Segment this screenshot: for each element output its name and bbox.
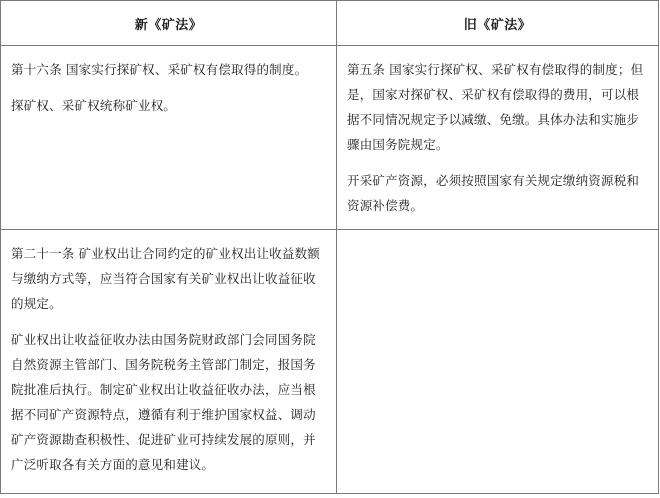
table-row (1, 46, 659, 230)
cell-old-law (337, 46, 659, 230)
table-row (1, 230, 659, 494)
paragraph: 第五条 国家实行探矿权、采矿权有偿取得的制度；但是，国家对探矿权、采矿权有偿取得的费用，可以根据不同情况规定予以减缴、免缴。具体办法和实施步骤由国务院规定。 (347, 62, 644, 152)
paragraph: 开采矿产资源，必须按照国家有关规定缴纳资源税和资源补偿费。 (347, 173, 640, 213)
cell-new-law (1, 230, 337, 494)
cell-old-law-empty (337, 230, 659, 494)
header-old-law: 旧《矿法》 (337, 1, 659, 46)
header-new-law: 新《矿法》 (1, 1, 337, 46)
paragraph: 矿业权出让收益征收办法由国务院财政部门会同国务院自然资源主管部门、国务院税务主管部门制定，报国务院批准后执行。制定矿业权出让收益征收办法，应当根据不同矿产资源特点，遵循有利于维护国家权益、调动矿产资源勘查积极性、促进矿业可持续发展的原则，并广泛听取各有关方面的意见和建议。 (11, 332, 316, 472)
header-row (1, 1, 659, 46)
paragraph: 第二十一条 矿业权出让合同约定的矿业权出让收益数额与缴纳方式等，应当符合国家有关矿业权出让收益征收的规定。 (11, 246, 320, 311)
paragraph: 探矿权、采矿权统称矿业权。 (11, 98, 177, 113)
paragraph: 第十六条 国家实行探矿权、采矿权有偿取得的制度。 (11, 62, 308, 77)
cell-new-law (1, 46, 337, 230)
